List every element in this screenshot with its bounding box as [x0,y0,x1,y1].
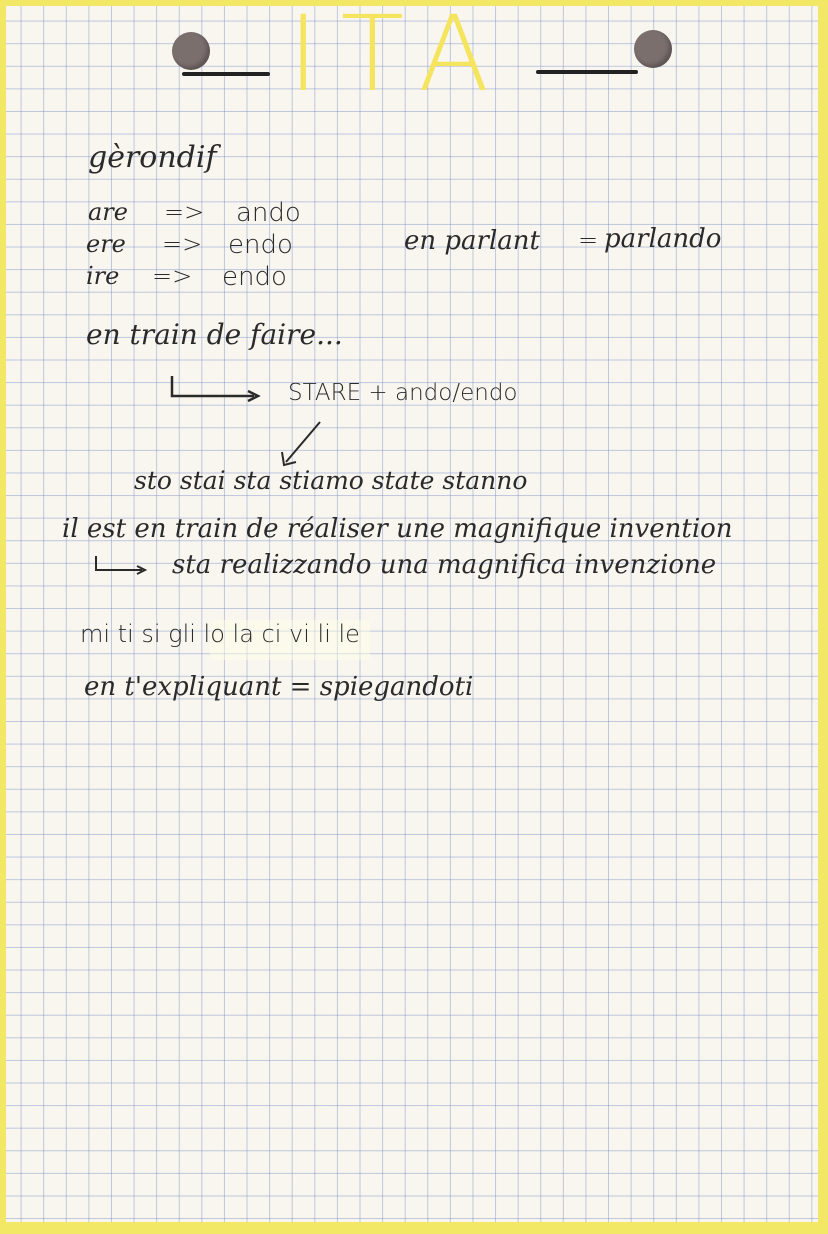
rule-ending: ere [86,230,126,258]
pronoun-list: mi ti si gli lo la ci vi li le [80,620,360,648]
conjugation-line: sto stai sta stiamo state stanno [134,466,528,495]
pin-right-icon [634,30,672,68]
example-italian: parlando [604,224,722,254]
rule-arrow: => [152,262,193,290]
corner-arrow-small-icon [92,554,152,578]
rule-result: endo [228,230,293,260]
page-border-right [818,0,828,1234]
rule-ending: are [88,198,128,226]
rule-arrow: => [162,230,203,258]
rule-result: endo [222,262,287,292]
page-border-bottom [0,1222,828,1234]
rule-result: ando [236,198,301,228]
rule-arrow: => [164,198,205,226]
corner-arrow-icon [168,374,264,404]
example-french: en parlant [404,226,540,256]
heading-gerondif: gèrondif [88,140,217,175]
rule-ending: ire [86,262,120,290]
title-underline-right [536,70,638,74]
stare-rule: STARE + ando/endo [288,380,518,406]
title-underline-left [182,72,270,76]
page-title: ITA [288,0,512,115]
train-phrase: en train de faire... [86,318,343,351]
pin-left-icon [172,32,210,70]
example-equals: = [578,226,599,254]
sentence-italian: sta realizzando una magnifica invenzione [172,550,717,580]
explain-line: en t'expliquant = spiegandoti [84,672,474,702]
sentence-french: il est en train de réaliser une magnifique invention [62,514,733,544]
page-border-left [0,0,6,1234]
diagonal-arrow-icon [276,418,326,470]
